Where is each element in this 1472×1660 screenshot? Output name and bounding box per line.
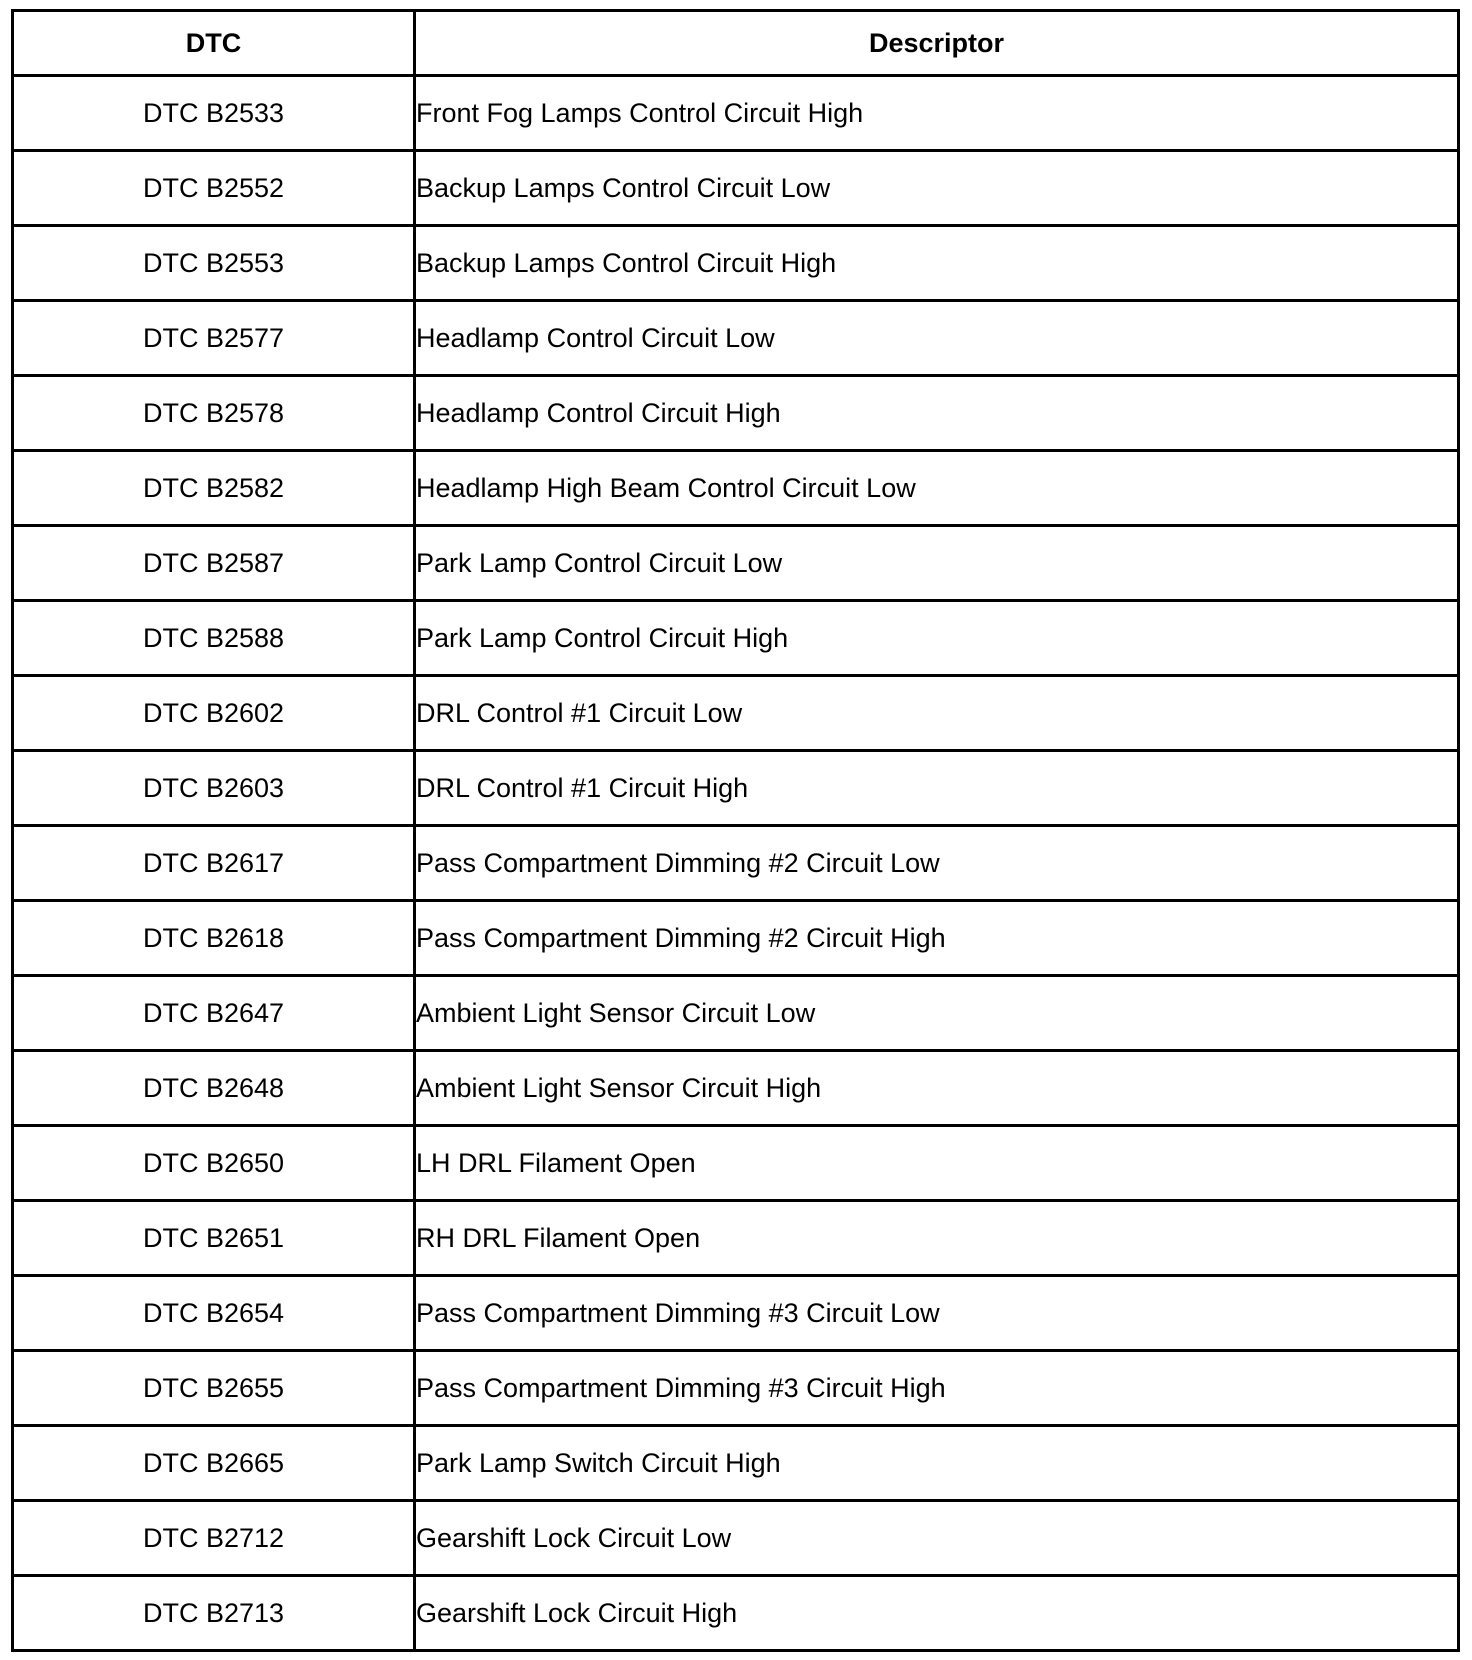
table-row xyxy=(13,901,1459,976)
descriptor-cell: LH DRL Filament Open xyxy=(415,1126,1459,1201)
dtc-code-cell: DTC B2713 xyxy=(13,1576,415,1651)
descriptor-cell: Park Lamp Switch Circuit High xyxy=(415,1426,1459,1501)
dtc-code-cell: DTC B2648 xyxy=(13,1051,415,1126)
dtc-code-cell: DTC B2588 xyxy=(13,601,415,676)
dtc-code-cell: DTC B2553 xyxy=(13,226,415,301)
table-row xyxy=(13,376,1459,451)
table-row xyxy=(13,976,1459,1051)
descriptor-cell: DRL Control #1 Circuit Low xyxy=(415,676,1459,751)
column-header-dtc: DTC xyxy=(13,11,415,76)
descriptor-cell: Backup Lamps Control Circuit High xyxy=(415,226,1459,301)
dtc-code-cell: DTC B2552 xyxy=(13,151,415,226)
dtc-code-cell: DTC B2618 xyxy=(13,901,415,976)
descriptor-cell: Gearshift Lock Circuit High xyxy=(415,1576,1459,1651)
table-row xyxy=(13,301,1459,376)
table-header-row xyxy=(13,11,1459,76)
descriptor-cell: Headlamp High Beam Control Circuit Low xyxy=(415,451,1459,526)
dtc-code-cell: DTC B2602 xyxy=(13,676,415,751)
descriptor-cell: Backup Lamps Control Circuit Low xyxy=(415,151,1459,226)
descriptor-cell: DRL Control #1 Circuit High xyxy=(415,751,1459,826)
descriptor-cell: Park Lamp Control Circuit High xyxy=(415,601,1459,676)
descriptor-cell: Front Fog Lamps Control Circuit High xyxy=(415,76,1459,151)
table-row xyxy=(13,751,1459,826)
descriptor-cell: Pass Compartment Dimming #2 Circuit Low xyxy=(415,826,1459,901)
descriptor-cell: Pass Compartment Dimming #3 Circuit Low xyxy=(415,1276,1459,1351)
dtc-table xyxy=(11,9,1460,1652)
table-row xyxy=(13,1201,1459,1276)
table-row xyxy=(13,1576,1459,1651)
descriptor-cell: Ambient Light Sensor Circuit Low xyxy=(415,976,1459,1051)
table-row xyxy=(13,1501,1459,1576)
dtc-code-cell: DTC B2582 xyxy=(13,451,415,526)
table-row xyxy=(13,451,1459,526)
descriptor-cell: Pass Compartment Dimming #3 Circuit High xyxy=(415,1351,1459,1426)
descriptor-cell: Headlamp Control Circuit Low xyxy=(415,301,1459,376)
table-row xyxy=(13,676,1459,751)
dtc-code-cell: DTC B2533 xyxy=(13,76,415,151)
table-row xyxy=(13,1126,1459,1201)
dtc-code-cell: DTC B2654 xyxy=(13,1276,415,1351)
table-row xyxy=(13,151,1459,226)
descriptor-cell: Ambient Light Sensor Circuit High xyxy=(415,1051,1459,1126)
table-row xyxy=(13,826,1459,901)
descriptor-cell: Headlamp Control Circuit High xyxy=(415,376,1459,451)
table-row xyxy=(13,526,1459,601)
column-header-descriptor: Descriptor xyxy=(415,11,1459,76)
table-row xyxy=(13,601,1459,676)
dtc-code-cell: DTC B2650 xyxy=(13,1126,415,1201)
dtc-code-cell: DTC B2617 xyxy=(13,826,415,901)
table-body xyxy=(13,76,1459,1651)
dtc-code-cell: DTC B2655 xyxy=(13,1351,415,1426)
table-row xyxy=(13,1276,1459,1351)
dtc-code-cell: DTC B2665 xyxy=(13,1426,415,1501)
dtc-code-cell: DTC B2578 xyxy=(13,376,415,451)
dtc-code-cell: DTC B2651 xyxy=(13,1201,415,1276)
descriptor-cell: RH DRL Filament Open xyxy=(415,1201,1459,1276)
dtc-code-cell: DTC B2577 xyxy=(13,301,415,376)
dtc-code-cell: DTC B2647 xyxy=(13,976,415,1051)
descriptor-cell: Gearshift Lock Circuit Low xyxy=(415,1501,1459,1576)
descriptor-cell: Pass Compartment Dimming #2 Circuit High xyxy=(415,901,1459,976)
descriptor-cell: Park Lamp Control Circuit Low xyxy=(415,526,1459,601)
table-row xyxy=(13,76,1459,151)
table-row xyxy=(13,1051,1459,1126)
dtc-table-container xyxy=(11,9,1457,1652)
dtc-code-cell: DTC B2603 xyxy=(13,751,415,826)
table-row xyxy=(13,1351,1459,1426)
table-row xyxy=(13,1426,1459,1501)
dtc-code-cell: DTC B2712 xyxy=(13,1501,415,1576)
dtc-code-cell: DTC B2587 xyxy=(13,526,415,601)
table-row xyxy=(13,226,1459,301)
